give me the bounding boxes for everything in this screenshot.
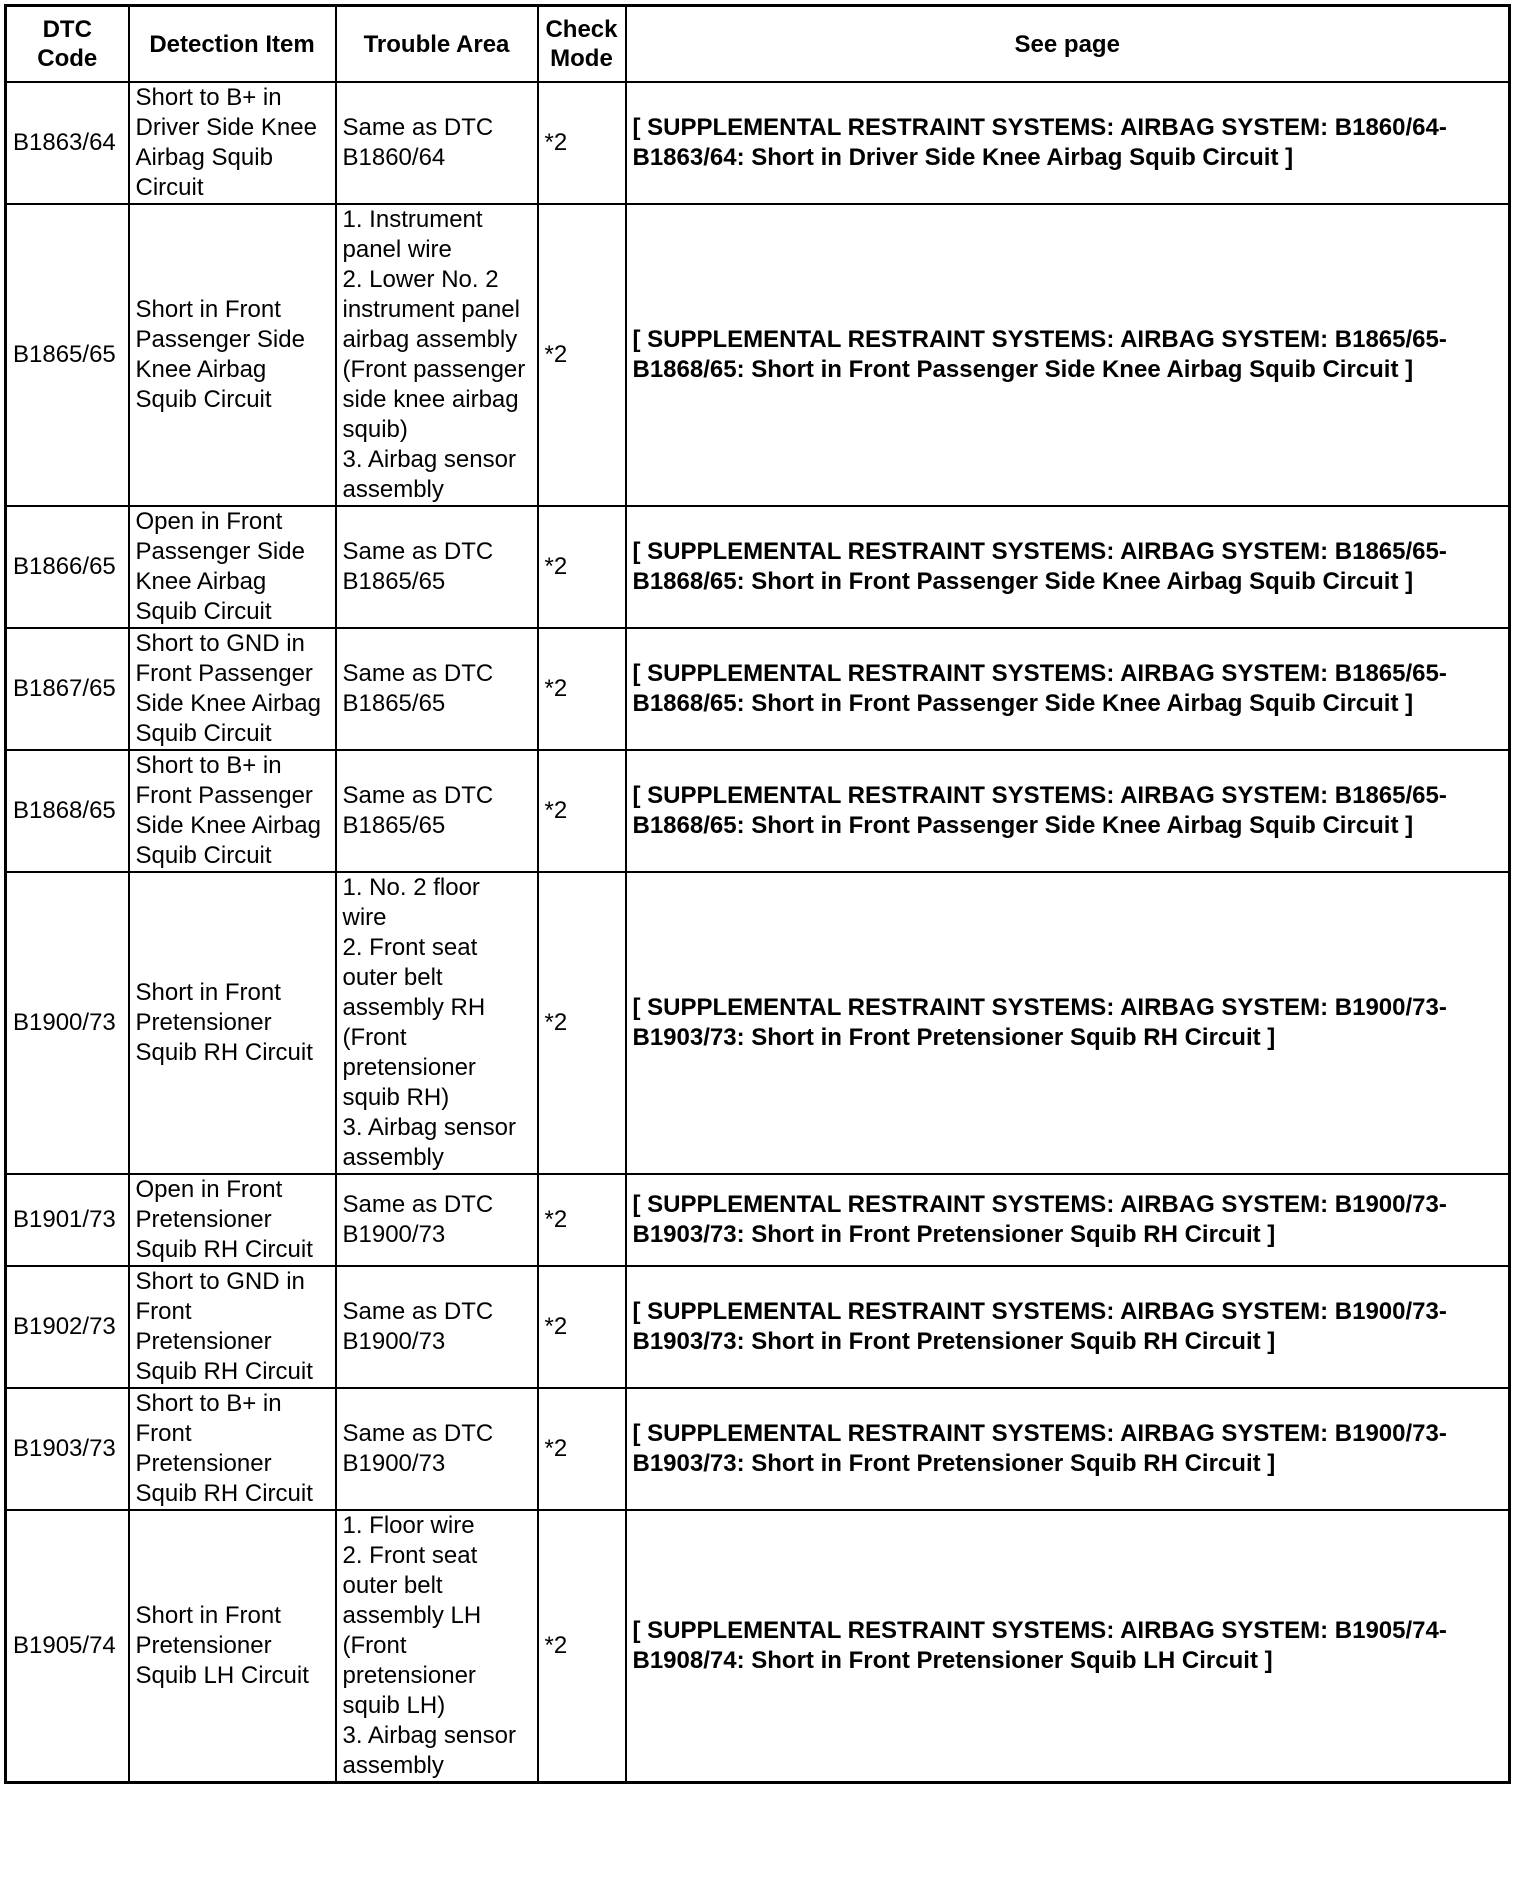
detection-item-cell: Short to B+ in Front Passenger Side Knee Airbag Squib Circuit (129, 750, 336, 872)
trouble-area-cell (336, 204, 538, 506)
table-row (6, 872, 1510, 1174)
trouble-area-cell (336, 82, 538, 204)
detection-item-cell: Short to B+ in Driver Side Knee Airbag Squib Circuit (129, 82, 336, 204)
check-mode-cell: *2 (538, 204, 626, 506)
header-row (6, 6, 1510, 83)
table-row (6, 204, 1510, 506)
see-page-link[interactable]: [ SUPPLEMENTAL RESTRAINT SYSTEMS: AIRBAG SYSTEM: B1900/73-B1903/73: Short in Front Pretensioner Squib RH Circuit ] (626, 1266, 1510, 1388)
trouble-area-cell (336, 628, 538, 750)
see-page-link[interactable]: [ SUPPLEMENTAL RESTRAINT SYSTEMS: AIRBAG SYSTEM: B1900/73-B1903/73: Short in Front Pretensioner Squib RH Circuit ] (626, 1174, 1510, 1266)
trouble-area-cell (336, 1174, 538, 1266)
table-row (6, 1510, 1510, 1783)
see-page-link[interactable]: [ SUPPLEMENTAL RESTRAINT SYSTEMS: AIRBAG SYSTEM: B1865/65-B1868/65: Short in Front Passenger Side Knee Airbag Squib Circuit ] (626, 750, 1510, 872)
trouble-area-line: 3. Airbag sensor assembly (342, 1114, 516, 1171)
detection-item-cell: Short to B+ in Front Pretensioner Squib RH Circuit (129, 1388, 336, 1510)
trouble-area-cell (336, 506, 538, 628)
trouble-area-line: 2. Front seat outer belt assembly LH (Front pretensioner squib LH) (342, 1542, 482, 1719)
dtc-code-cell: B1867/65 (6, 628, 129, 750)
dtc-code-cell: B1902/73 (6, 1266, 129, 1388)
table-body (6, 82, 1510, 1783)
check-mode-cell: *2 (538, 750, 626, 872)
table-row (6, 1388, 1510, 1510)
table-header (6, 6, 1510, 83)
table-row (6, 82, 1510, 204)
table-row (6, 628, 1510, 750)
trouble-area-line: 3. Airbag sensor assembly (342, 1722, 516, 1779)
see-page-link[interactable]: [ SUPPLEMENTAL RESTRAINT SYSTEMS: AIRBAG SYSTEM: B1865/65-B1868/65: Short in Front Passenger Side Knee Airbag Squib Circuit ] (626, 628, 1510, 750)
trouble-area-line: Same as DTC B1865/65 (342, 660, 494, 717)
trouble-area-line: Same as DTC B1900/73 (342, 1191, 494, 1248)
check-mode-cell: *2 (538, 82, 626, 204)
trouble-area-cell (336, 1510, 538, 1783)
trouble-area-line: Same as DTC B1865/65 (342, 538, 494, 595)
check-mode-cell: *2 (538, 1174, 626, 1266)
detection-item-cell: Short to GND in Front Passenger Side Knee Airbag Squib Circuit (129, 628, 336, 750)
header-see-page: See page (626, 6, 1510, 83)
detection-item-cell: Short in Front Pretensioner Squib RH Circuit (129, 872, 336, 1174)
trouble-area-cell (336, 750, 538, 872)
header-check-mode: Check Mode (538, 6, 626, 83)
see-page-link[interactable]: [ SUPPLEMENTAL RESTRAINT SYSTEMS: AIRBAG SYSTEM: B1900/73-B1903/73: Short in Front Pretensioner Squib RH Circuit ] (626, 872, 1510, 1174)
trouble-area-line: Same as DTC B1900/73 (342, 1420, 494, 1477)
check-mode-cell: *2 (538, 1266, 626, 1388)
see-page-link[interactable]: [ SUPPLEMENTAL RESTRAINT SYSTEMS: AIRBAG SYSTEM: B1865/65-B1868/65: Short in Front Passenger Side Knee Airbag Squib Circuit ] (626, 204, 1510, 506)
trouble-area-cell (336, 1266, 538, 1388)
table-row (6, 1174, 1510, 1266)
header-detection-item: Detection Item (129, 6, 336, 83)
dtc-code-cell: B1905/74 (6, 1510, 129, 1783)
detection-item-cell: Open in Front Pretensioner Squib RH Circuit (129, 1174, 336, 1266)
dtc-code-cell: B1868/65 (6, 750, 129, 872)
detection-item-cell: Short in Front Passenger Side Knee Airbag Squib Circuit (129, 204, 336, 506)
trouble-area-cell (336, 872, 538, 1174)
see-page-link[interactable]: [ SUPPLEMENTAL RESTRAINT SYSTEMS: AIRBAG SYSTEM: B1865/65-B1868/65: Short in Front Passenger Side Knee Airbag Squib Circuit ] (626, 506, 1510, 628)
table-row (6, 750, 1510, 872)
trouble-area-line: Same as DTC B1900/73 (342, 1298, 494, 1355)
trouble-area-line: 1. No. 2 floor wire (342, 874, 480, 931)
check-mode-cell: *2 (538, 872, 626, 1174)
trouble-area-line: 2. Front seat outer belt assembly RH (Front pretensioner squib RH) (342, 934, 486, 1111)
header-trouble-area: Trouble Area (336, 6, 538, 83)
check-mode-cell: *2 (538, 506, 626, 628)
dtc-code-cell: B1900/73 (6, 872, 129, 1174)
dtc-code-cell: B1865/65 (6, 204, 129, 506)
dtc-table (4, 4, 1511, 1784)
trouble-area-line: 1. Floor wire (342, 1512, 475, 1539)
header-dtc-code: DTC Code (6, 6, 129, 83)
trouble-area-line: 1. Instrument panel wire (342, 206, 483, 263)
check-mode-cell: *2 (538, 1510, 626, 1783)
detection-item-cell: Short in Front Pretensioner Squib LH Circuit (129, 1510, 336, 1783)
see-page-link[interactable]: [ SUPPLEMENTAL RESTRAINT SYSTEMS: AIRBAG SYSTEM: B1905/74-B1908/74: Short in Front Pretensioner Squib LH Circuit ] (626, 1510, 1510, 1783)
trouble-area-line: 3. Airbag sensor assembly (342, 446, 516, 503)
trouble-area-line: Same as DTC B1860/64 (342, 114, 494, 171)
check-mode-cell: *2 (538, 1388, 626, 1510)
trouble-area-line: 2. Lower No. 2 instrument panel airbag assembly (Front passenger side knee airbag squib) (342, 266, 526, 443)
dtc-code-cell: B1903/73 (6, 1388, 129, 1510)
dtc-code-cell: B1866/65 (6, 506, 129, 628)
trouble-area-line: Same as DTC B1865/65 (342, 782, 494, 839)
check-mode-cell: *2 (538, 628, 626, 750)
detection-item-cell: Short to GND in Front Pretensioner Squib RH Circuit (129, 1266, 336, 1388)
dtc-code-cell: B1863/64 (6, 82, 129, 204)
see-page-link[interactable]: [ SUPPLEMENTAL RESTRAINT SYSTEMS: AIRBAG SYSTEM: B1860/64-B1863/64: Short in Driver Side Knee Airbag Squib Circuit ] (626, 82, 1510, 204)
table-row (6, 1266, 1510, 1388)
see-page-link[interactable]: [ SUPPLEMENTAL RESTRAINT SYSTEMS: AIRBAG SYSTEM: B1900/73-B1903/73: Short in Front Pretensioner Squib RH Circuit ] (626, 1388, 1510, 1510)
table-row (6, 506, 1510, 628)
dtc-code-cell: B1901/73 (6, 1174, 129, 1266)
trouble-area-cell (336, 1388, 538, 1510)
detection-item-cell: Open in Front Passenger Side Knee Airbag Squib Circuit (129, 506, 336, 628)
